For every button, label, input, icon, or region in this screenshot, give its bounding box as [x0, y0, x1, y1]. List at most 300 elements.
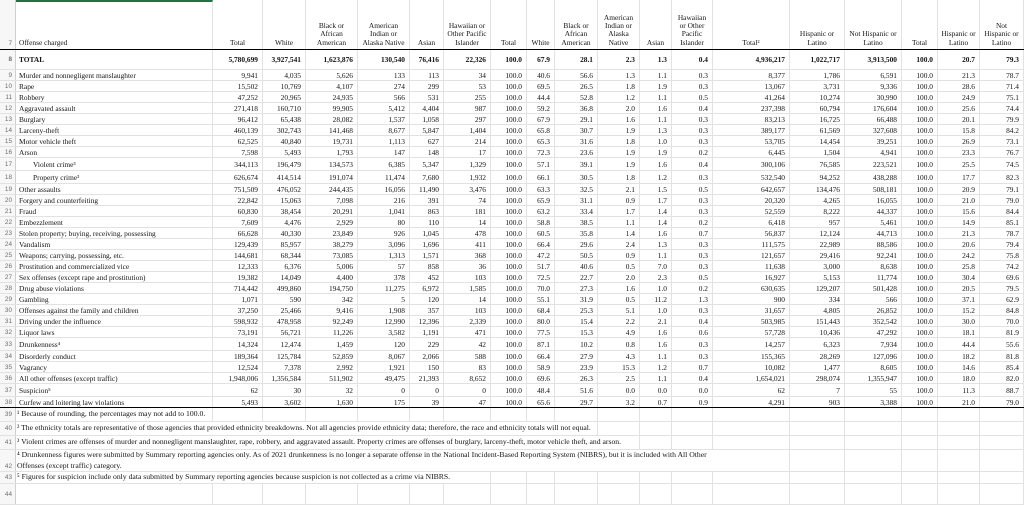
value-cell[interactable]: 1.9	[598, 125, 640, 135]
value-cell[interactable]: 39,251	[845, 136, 902, 146]
value-cell[interactable]: 79.0	[980, 397, 1024, 407]
offense-cell[interactable]: Larceny-theft	[16, 125, 213, 135]
value-cell[interactable]: 24.9	[938, 92, 980, 102]
value-cell[interactable]: 50.5	[555, 250, 598, 260]
value-cell[interactable]: 503,985	[713, 316, 790, 326]
value-cell[interactable]: 26.3	[555, 373, 598, 383]
value-cell[interactable]: 84.8	[980, 305, 1024, 315]
value-cell[interactable]: 100.0	[491, 50, 527, 69]
value-cell[interactable]: 44.4	[938, 338, 980, 350]
value-cell[interactable]: 471	[444, 327, 491, 337]
value-cell[interactable]: 3,388	[845, 397, 902, 407]
empty-cell[interactable]	[672, 408, 713, 421]
empty-cell[interactable]	[444, 484, 491, 504]
value-cell[interactable]: 0.4	[672, 103, 713, 113]
column-header-offense-charged[interactable]: Offense charged	[16, 0, 213, 49]
value-cell[interactable]: 3,927,541	[263, 50, 306, 69]
value-cell[interactable]: 28,269	[790, 351, 845, 361]
value-cell[interactable]: 5,493	[213, 397, 263, 407]
footnote-text[interactable]: ¹ Because of rounding, the percentages may not add to 100.0.	[17, 408, 211, 421]
offense-cell[interactable]: Fraud	[16, 206, 213, 216]
value-cell[interactable]: 27.3	[555, 283, 598, 293]
value-cell[interactable]: 23,849	[306, 228, 358, 238]
value-cell[interactable]: 181	[444, 206, 491, 216]
value-cell[interactable]: 302,743	[263, 125, 306, 135]
value-cell[interactable]: 1.1	[640, 373, 672, 383]
value-cell[interactable]: 65.9	[527, 195, 555, 205]
value-cell[interactable]: 1,948,006	[213, 373, 263, 383]
value-cell[interactable]: 100.0	[491, 171, 527, 183]
empty-cell[interactable]	[845, 408, 902, 421]
value-cell[interactable]: 92,249	[306, 316, 358, 326]
value-cell[interactable]: 0.3	[672, 136, 713, 146]
value-cell[interactable]: 17	[444, 147, 491, 157]
offense-cell[interactable]: Violent crime³	[16, 158, 213, 170]
value-cell[interactable]: 100.0	[491, 147, 527, 157]
value-cell[interactable]: 0.2	[672, 147, 713, 157]
value-cell[interactable]: 25.3	[555, 305, 598, 315]
empty-cell[interactable]	[845, 484, 902, 504]
value-cell[interactable]: 85.1	[980, 217, 1024, 227]
value-cell[interactable]: 714,442	[213, 283, 263, 293]
value-cell[interactable]: 31.1	[555, 195, 598, 205]
row-number[interactable]: 38	[0, 397, 16, 407]
value-cell[interactable]: 5,347	[410, 158, 444, 170]
value-cell[interactable]: 4,941	[845, 147, 902, 157]
value-cell[interactable]: 1.0	[640, 305, 672, 315]
value-cell[interactable]: 1.8	[598, 171, 640, 183]
row-number[interactable]: 20	[0, 195, 16, 205]
value-cell[interactable]: 2.3	[598, 50, 640, 69]
value-cell[interactable]: 21.0	[938, 397, 980, 407]
row-number[interactable]: 37	[0, 384, 16, 396]
value-cell[interactable]: 3,096	[358, 239, 410, 249]
value-cell[interactable]: 12,524	[213, 362, 263, 372]
value-cell[interactable]: 47,292	[845, 327, 902, 337]
value-cell[interactable]: 352,542	[845, 316, 902, 326]
column-header-hispanic-pct[interactable]: Hispanic or Latino	[938, 0, 980, 49]
value-cell[interactable]: 8,605	[845, 362, 902, 372]
value-cell[interactable]: 100.0	[902, 217, 938, 227]
row-number[interactable]: 30	[0, 305, 16, 315]
value-cell[interactable]: 85.4	[980, 362, 1024, 372]
value-cell[interactable]: 66,628	[213, 228, 263, 238]
value-cell[interactable]: 103	[444, 272, 491, 282]
offense-cell[interactable]: Vandalism	[16, 239, 213, 249]
offense-cell[interactable]: Gambling	[16, 294, 213, 304]
value-cell[interactable]: 125,784	[263, 351, 306, 361]
value-cell[interactable]: 2.0	[598, 272, 640, 282]
value-cell[interactable]: 1.3	[640, 239, 672, 249]
value-cell[interactable]: 100.0	[491, 206, 527, 216]
value-cell[interactable]: 134,476	[790, 184, 845, 194]
value-cell[interactable]: 22.7	[555, 272, 598, 282]
column-header-hispanic-count[interactable]: Hispanic or Latino	[790, 0, 845, 49]
value-cell[interactable]: 1,921	[358, 362, 410, 372]
value-cell[interactable]: 751,509	[213, 184, 263, 194]
value-cell[interactable]: 4.3	[598, 351, 640, 361]
value-cell[interactable]: 73.1	[980, 136, 1024, 146]
value-cell[interactable]: 438,288	[845, 171, 902, 183]
value-cell[interactable]: 926	[358, 228, 410, 238]
value-cell[interactable]: 151,443	[790, 316, 845, 326]
value-cell[interactable]: 0.7	[672, 228, 713, 238]
value-cell[interactable]: 5,493	[263, 147, 306, 157]
value-cell[interactable]: 25,466	[263, 305, 306, 315]
empty-cell[interactable]	[640, 408, 672, 421]
value-cell[interactable]: 14	[444, 217, 491, 227]
value-cell[interactable]: 2,992	[306, 362, 358, 372]
value-cell[interactable]: 5,006	[306, 261, 358, 271]
value-cell[interactable]: 100.0	[491, 228, 527, 238]
value-cell[interactable]: 0.7	[672, 362, 713, 372]
value-cell[interactable]: 8,222	[790, 206, 845, 216]
value-cell[interactable]: 499,860	[263, 283, 306, 293]
value-cell[interactable]: 1.8	[598, 81, 640, 91]
empty-cell[interactable]	[980, 472, 1024, 483]
value-cell[interactable]: 65,438	[263, 114, 306, 124]
value-cell[interactable]: 129,207	[790, 283, 845, 293]
value-cell[interactable]: 31,657	[713, 305, 790, 315]
empty-cell[interactable]	[598, 408, 640, 421]
value-cell[interactable]: 66.4	[527, 351, 555, 361]
value-cell[interactable]: 566	[845, 294, 902, 304]
value-cell[interactable]: 18.0	[938, 373, 980, 383]
value-cell[interactable]: 10,082	[713, 362, 790, 372]
value-cell[interactable]: 1.1	[640, 92, 672, 102]
value-cell[interactable]: 1,571	[410, 250, 444, 260]
row-number[interactable]: 32	[0, 327, 16, 337]
value-cell[interactable]: 100.0	[902, 397, 938, 407]
value-cell[interactable]: 100.0	[491, 103, 527, 113]
empty-cell[interactable]	[598, 472, 640, 483]
value-cell[interactable]: 25.5	[938, 158, 980, 170]
empty-cell[interactable]	[640, 436, 672, 449]
value-cell[interactable]: 1,537	[358, 114, 410, 124]
row-number[interactable]: 31	[0, 316, 16, 326]
value-cell[interactable]: 863	[410, 206, 444, 216]
value-cell[interactable]: 476,052	[263, 184, 306, 194]
value-cell[interactable]: 74.2	[980, 261, 1024, 271]
value-cell[interactable]: 3,731	[790, 81, 845, 91]
value-cell[interactable]: 92,241	[845, 250, 902, 260]
value-cell[interactable]: 566	[358, 92, 410, 102]
value-cell[interactable]: 18.2	[938, 351, 980, 361]
empty-cell[interactable]	[672, 436, 713, 449]
value-cell[interactable]: 44,337	[845, 206, 902, 216]
value-cell[interactable]: 74.5	[980, 158, 1024, 170]
value-cell[interactable]: 56.6	[555, 70, 598, 80]
value-cell[interactable]: 100.0	[491, 397, 527, 407]
value-cell[interactable]: 25.8	[938, 261, 980, 271]
value-cell[interactable]: 73,191	[213, 327, 263, 337]
value-cell[interactable]: 3,582	[358, 327, 410, 337]
empty-cell[interactable]	[672, 422, 713, 435]
value-cell[interactable]: 0.3	[672, 338, 713, 350]
empty-cell[interactable]	[640, 484, 672, 504]
value-cell[interactable]: 74	[444, 195, 491, 205]
empty-cell[interactable]	[713, 472, 790, 483]
value-cell[interactable]: 1.3	[640, 125, 672, 135]
value-cell[interactable]: 57,728	[713, 327, 790, 337]
value-cell[interactable]: 1,058	[410, 114, 444, 124]
value-cell[interactable]: 29.1	[555, 114, 598, 124]
value-cell[interactable]: 11,638	[713, 261, 790, 271]
value-cell[interactable]: 7	[790, 384, 845, 396]
value-cell[interactable]: 7,680	[410, 171, 444, 183]
offense-cell[interactable]: Stolen property; buying, receiving, possessing	[16, 228, 213, 238]
value-cell[interactable]: 255	[444, 92, 491, 102]
value-cell[interactable]: 9,336	[845, 81, 902, 91]
value-cell[interactable]: 28.1	[555, 50, 598, 69]
value-cell[interactable]: 53,705	[713, 136, 790, 146]
value-cell[interactable]: 532,540	[713, 171, 790, 183]
value-cell[interactable]: 0	[358, 384, 410, 396]
value-cell[interactable]: 103	[444, 305, 491, 315]
value-cell[interactable]: 1,356,584	[263, 373, 306, 383]
value-cell[interactable]: 100.0	[491, 239, 527, 249]
value-cell[interactable]: 30.0	[938, 316, 980, 326]
value-cell[interactable]: 38,454	[263, 206, 306, 216]
value-cell[interactable]: 100.0	[902, 294, 938, 304]
value-cell[interactable]: 111,575	[713, 239, 790, 249]
value-cell[interactable]: 1,404	[444, 125, 491, 135]
value-cell[interactable]: 478	[444, 228, 491, 238]
row-number[interactable]: 8	[0, 50, 16, 69]
offense-cell[interactable]: Vagrancy	[16, 362, 213, 372]
value-cell[interactable]: 0.3	[672, 195, 713, 205]
value-cell[interactable]: 100.0	[491, 250, 527, 260]
value-cell[interactable]: 10,436	[790, 327, 845, 337]
value-cell[interactable]: 0.0	[598, 384, 640, 396]
empty-cell[interactable]	[410, 484, 444, 504]
value-cell[interactable]: 62	[213, 384, 263, 396]
empty-cell[interactable]	[902, 408, 938, 421]
value-cell[interactable]: 100.0	[902, 50, 938, 69]
value-cell[interactable]: 14,454	[790, 136, 845, 146]
empty-cell[interactable]	[790, 408, 845, 421]
row-number[interactable]: 26	[0, 261, 16, 271]
value-cell[interactable]: 2.5	[598, 373, 640, 383]
value-cell[interactable]: 84.2	[980, 125, 1024, 135]
value-cell[interactable]: 100.0	[902, 373, 938, 383]
value-cell[interactable]: 642,657	[713, 184, 790, 194]
value-cell[interactable]: 1.2	[598, 92, 640, 102]
value-cell[interactable]: 100.0	[902, 351, 938, 361]
value-cell[interactable]: 29,416	[790, 250, 845, 260]
value-cell[interactable]: 334	[790, 294, 845, 304]
column-header-nhopi-pct[interactable]: Hawaiian or Other Pacific Islander	[672, 0, 713, 49]
value-cell[interactable]: 69.6	[980, 272, 1024, 282]
value-cell[interactable]: 14.9	[938, 217, 980, 227]
value-cell[interactable]: 75.1	[980, 92, 1024, 102]
empty-cell[interactable]	[306, 408, 358, 421]
value-cell[interactable]: 40.6	[527, 70, 555, 80]
value-cell[interactable]: 8,067	[358, 351, 410, 361]
value-cell[interactable]: 4,936,217	[713, 50, 790, 69]
value-cell[interactable]: 28,082	[306, 114, 358, 124]
value-cell[interactable]: 63.3	[527, 184, 555, 194]
empty-cell[interactable]	[980, 450, 1024, 471]
empty-cell[interactable]	[790, 436, 845, 449]
column-header-aian-pct[interactable]: American Indian or Alaska Native	[598, 0, 640, 49]
offense-cell[interactable]: Weapons; carrying, possessing, etc.	[16, 250, 213, 260]
empty-cell[interactable]	[845, 450, 902, 471]
value-cell[interactable]: 0.5	[672, 184, 713, 194]
empty-cell[interactable]	[938, 422, 980, 435]
value-cell[interactable]: 100.0	[902, 384, 938, 396]
value-cell[interactable]: 100.0	[491, 92, 527, 102]
value-cell[interactable]: 0	[444, 384, 491, 396]
value-cell[interactable]: 1.2	[640, 362, 672, 372]
value-cell[interactable]: 1.4	[640, 217, 672, 227]
value-cell[interactable]: 21.3	[938, 70, 980, 80]
value-cell[interactable]: 1,041	[358, 206, 410, 216]
value-cell[interactable]: 65.3	[527, 136, 555, 146]
value-cell[interactable]: 1,786	[790, 70, 845, 80]
value-cell[interactable]: 357	[410, 305, 444, 315]
value-cell[interactable]: 52,859	[306, 351, 358, 361]
value-cell[interactable]: 1,045	[410, 228, 444, 238]
offense-cell[interactable]: Sex offenses (except rape and prostitution)	[16, 272, 213, 282]
value-cell[interactable]: 4,265	[790, 195, 845, 205]
value-cell[interactable]: 69.6	[527, 373, 555, 383]
empty-cell[interactable]	[640, 472, 672, 483]
value-cell[interactable]: 3.2	[598, 397, 640, 407]
value-cell[interactable]: 100.0	[902, 147, 938, 157]
row-number[interactable]: 11	[0, 92, 16, 102]
value-cell[interactable]: 72.5	[527, 272, 555, 282]
value-cell[interactable]: 60,794	[790, 103, 845, 113]
empty-cell[interactable]	[555, 408, 598, 421]
value-cell[interactable]: 1.7	[640, 195, 672, 205]
value-cell[interactable]: 1,696	[410, 239, 444, 249]
value-cell[interactable]: 5,780,699	[213, 50, 263, 69]
value-cell[interactable]: 12,474	[263, 338, 306, 350]
value-cell[interactable]: 100.0	[902, 125, 938, 135]
empty-cell[interactable]	[491, 484, 527, 504]
offense-cell[interactable]: All other offenses (except traffic)	[16, 373, 213, 383]
value-cell[interactable]: 26.5	[555, 81, 598, 91]
value-cell[interactable]: 61,569	[790, 125, 845, 135]
value-cell[interactable]: 0.3	[672, 114, 713, 124]
offense-cell[interactable]: Property crime³	[16, 171, 213, 183]
value-cell[interactable]: 100.0	[491, 195, 527, 205]
offense-cell[interactable]: Other assaults	[16, 184, 213, 194]
value-cell[interactable]: 53	[444, 81, 491, 91]
empty-cell[interactable]	[358, 408, 410, 421]
value-cell[interactable]: 411	[444, 239, 491, 249]
column-header-white-count[interactable]: White	[263, 0, 306, 49]
value-cell[interactable]: 17.7	[938, 171, 980, 183]
value-cell[interactable]: 11,226	[306, 327, 358, 337]
value-cell[interactable]: 150	[410, 362, 444, 372]
value-cell[interactable]: 56,721	[263, 327, 306, 337]
value-cell[interactable]: 83,213	[713, 114, 790, 124]
empty-cell[interactable]	[672, 484, 713, 504]
empty-cell[interactable]	[306, 484, 358, 504]
row-number[interactable]: 41	[0, 436, 16, 449]
value-cell[interactable]: 78.7	[980, 228, 1024, 238]
value-cell[interactable]: 30.7	[555, 125, 598, 135]
value-cell[interactable]: 78.7	[980, 70, 1024, 80]
value-cell[interactable]: 75.8	[980, 250, 1024, 260]
value-cell[interactable]: 37,250	[213, 305, 263, 315]
row-number[interactable]: 25	[0, 250, 16, 260]
empty-cell[interactable]	[713, 436, 790, 449]
value-cell[interactable]: 63.2	[527, 206, 555, 216]
row-number[interactable]: 21	[0, 206, 16, 216]
value-cell[interactable]: 100.0	[491, 294, 527, 304]
value-cell[interactable]: 2.1	[640, 316, 672, 326]
empty-cell[interactable]	[902, 450, 938, 471]
value-cell[interactable]: 147	[358, 147, 410, 157]
value-cell[interactable]: 0.9	[598, 195, 640, 205]
offense-cell[interactable]: Aggravated assault	[16, 103, 213, 113]
value-cell[interactable]: 12,124	[790, 228, 845, 238]
value-cell[interactable]: 1.8	[598, 136, 640, 146]
value-cell[interactable]: 99,905	[306, 103, 358, 113]
empty-cell[interactable]	[938, 408, 980, 421]
value-cell[interactable]: 155,365	[713, 351, 790, 361]
value-cell[interactable]: 0.5	[672, 272, 713, 282]
value-cell[interactable]: 2.2	[598, 316, 640, 326]
value-cell[interactable]: 2.4	[598, 239, 640, 249]
value-cell[interactable]: 300,106	[713, 158, 790, 170]
value-cell[interactable]: 67.9	[527, 114, 555, 124]
value-cell[interactable]: 26,852	[845, 305, 902, 315]
footnote-text[interactable]: ⁴ Drunkenness figures were submitted by Summary reporting agencies only. As of 2021 drunkenness is no longer a separate offense in the National Incident-Based Reporting System (NIBRS), but it is included with All Other Offenses (except traffic) category.	[17, 450, 713, 471]
value-cell[interactable]: 79.5	[980, 283, 1024, 293]
value-cell[interactable]: 20.6	[938, 239, 980, 249]
value-cell[interactable]: 100.0	[902, 184, 938, 194]
empty-cell[interactable]	[213, 484, 263, 504]
value-cell[interactable]: 65.8	[527, 125, 555, 135]
value-cell[interactable]: 1,793	[306, 147, 358, 157]
value-cell[interactable]: 297	[444, 114, 491, 124]
value-cell[interactable]: 3,476	[444, 184, 491, 194]
value-cell[interactable]: 903	[790, 397, 845, 407]
value-cell[interactable]: 68.4	[527, 305, 555, 315]
offense-cell[interactable]: Robbery	[16, 92, 213, 102]
value-cell[interactable]: 55.6	[980, 338, 1024, 350]
empty-cell[interactable]	[845, 422, 902, 435]
value-cell[interactable]: 0.6	[672, 327, 713, 337]
column-header-black-count[interactable]: Black or African American	[306, 0, 358, 49]
empty-cell[interactable]	[902, 472, 938, 483]
value-cell[interactable]: 389,177	[713, 125, 790, 135]
empty-cell[interactable]	[713, 408, 790, 421]
value-cell[interactable]: 1.1	[640, 114, 672, 124]
value-cell[interactable]: 68,344	[263, 250, 306, 260]
row-number[interactable]: 36	[0, 373, 16, 383]
value-cell[interactable]: 100.0	[491, 272, 527, 282]
value-cell[interactable]: 223,521	[845, 158, 902, 170]
empty-cell[interactable]	[358, 484, 410, 504]
row-number[interactable]: 44	[0, 484, 16, 504]
column-header-ethnicity-total-pct[interactable]: Total	[902, 0, 938, 49]
empty-cell[interactable]	[902, 484, 938, 504]
value-cell[interactable]: 2.3	[640, 272, 672, 282]
value-cell[interactable]: 100.0	[491, 373, 527, 383]
value-cell[interactable]: 79.4	[980, 239, 1024, 249]
value-cell[interactable]: 1.9	[640, 81, 672, 91]
empty-cell[interactable]	[555, 472, 598, 483]
value-cell[interactable]: 1,071	[213, 294, 263, 304]
value-cell[interactable]: 100.0	[491, 217, 527, 227]
value-cell[interactable]: 8,652	[444, 373, 491, 383]
value-cell[interactable]: 1.5	[640, 184, 672, 194]
